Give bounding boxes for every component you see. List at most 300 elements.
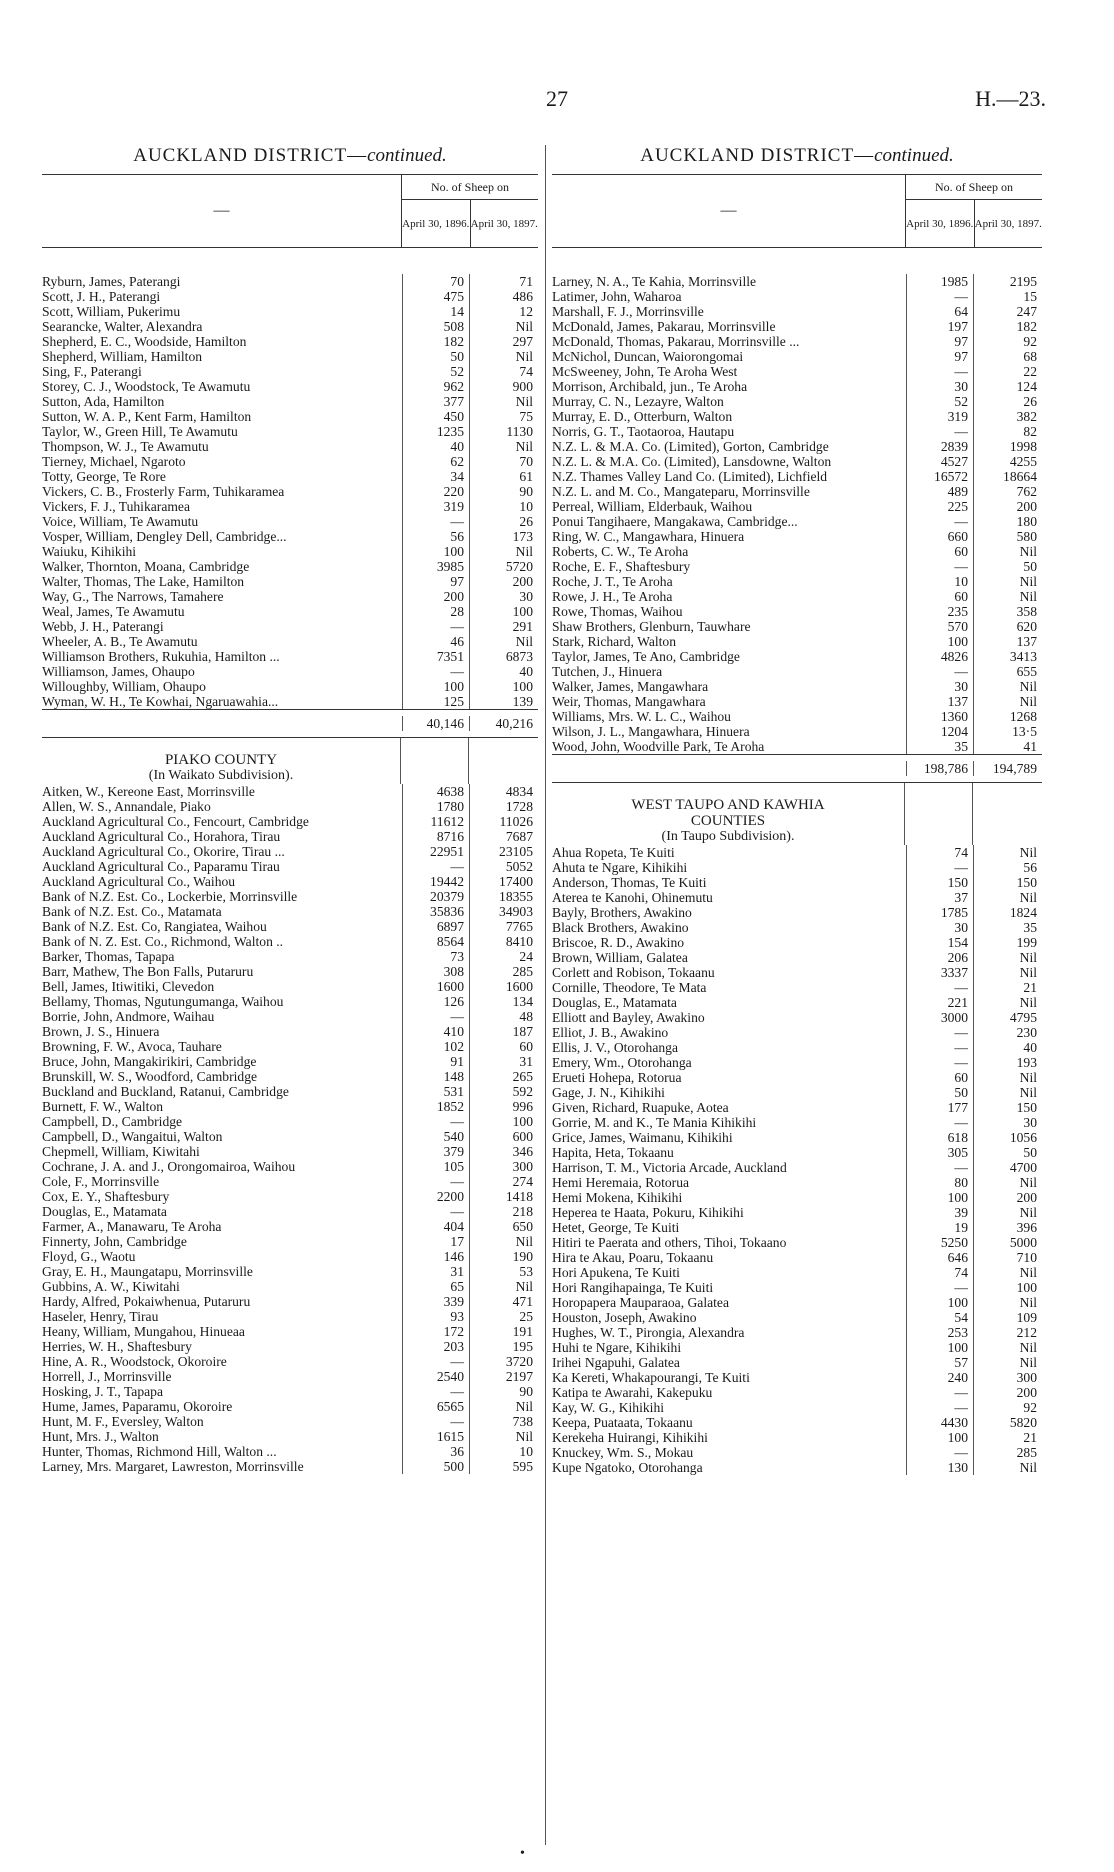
table-row: [552, 1025, 1042, 1040]
table-row: [42, 424, 538, 439]
table-row: [552, 920, 1042, 935]
sheep-1896: —: [906, 559, 973, 574]
owner-name: Chepmell, William, Kiwitahi: [42, 1144, 200, 1159]
sheep-1897: 24: [469, 949, 538, 964]
owner-name: McNichol, Duncan, Waiorongomai: [552, 349, 744, 364]
sheep-1896: 35836: [402, 904, 469, 919]
table-row: [42, 1009, 538, 1024]
owner-name: Campbell, D., Wangaitui, Walton: [42, 1129, 223, 1144]
sheep-1897: Nil: [973, 965, 1042, 980]
table-row: [42, 664, 538, 679]
owner-name: Katipa te Awarahi, Kakepuku: [552, 1385, 713, 1400]
owner-name: Walter, Thomas, The Lake, Hamilton: [42, 574, 245, 589]
owner-name: Buckland and Buckland, Ratanui, Cambridge: [42, 1084, 289, 1099]
owner-name: Marshall, F. J., Morrinsville: [552, 304, 704, 319]
table-row: [552, 664, 1042, 679]
sheep-1897: 592: [469, 1084, 538, 1099]
sheep-1897: 5052: [469, 859, 538, 874]
table-row: [42, 1279, 538, 1294]
sheep-1897: 190: [469, 1249, 538, 1264]
sheep-1896: 235: [906, 604, 973, 619]
owner-name: Anderson, Thomas, Te Kuiti: [552, 875, 707, 890]
right-header-col1: April 30, 1896.: [906, 217, 974, 230]
table-row: [42, 1024, 538, 1039]
sheep-1896: 182: [402, 334, 469, 349]
sheep-1896: 57: [906, 1355, 973, 1370]
sheep-1896: 65: [402, 1279, 469, 1294]
sheep-1897: 1998: [973, 439, 1042, 454]
sheep-1897: Nil: [973, 995, 1042, 1010]
sheep-1896: 19: [906, 1220, 973, 1235]
table-row: [552, 1295, 1042, 1310]
owner-name: Gray, E. H., Maungatapu, Morrinsville: [42, 1264, 253, 1279]
table-row: [42, 649, 538, 664]
sheep-1897: 26: [973, 394, 1042, 409]
sheep-1897: 4255: [973, 454, 1042, 469]
right-header-col2: April 30, 1897.: [974, 200, 1043, 247]
owner-name: Walker, James, Mangawhara: [552, 679, 709, 694]
table-row: [42, 514, 538, 529]
table-row: [42, 949, 538, 964]
sheep-1896: 2200: [402, 1189, 469, 1204]
left-heading-main: AUCKLAND DISTRICT—: [133, 145, 368, 166]
sheep-1896: 97: [906, 349, 973, 364]
sheep-1896: 1615: [402, 1429, 469, 1444]
sheep-1896: 50: [906, 1085, 973, 1100]
sheep-1896: —: [906, 1055, 973, 1070]
sheep-1897: 4834: [469, 784, 538, 799]
sheep-1897: 7687: [469, 829, 538, 844]
owner-name: Gubbins, A. W., Kiwitahi: [42, 1279, 180, 1294]
owner-name: Keepa, Puataata, Tokaanu: [552, 1415, 693, 1430]
owner-name: Auckland Agricultural Co., Fencourt, Cambridge: [42, 814, 309, 829]
sheep-1896: —: [402, 1414, 469, 1429]
table-row: [552, 544, 1042, 559]
table-row: [42, 439, 538, 454]
table-row: [552, 1220, 1042, 1235]
sheep-1897: 74: [469, 364, 538, 379]
owner-name: Gage, J. N., Kihikihi: [552, 1085, 665, 1100]
table-row: [552, 1430, 1042, 1445]
left-header-blank: —: [213, 202, 230, 219]
sheep-1897: 21: [973, 980, 1042, 995]
table-row: [42, 379, 538, 394]
sheep-1896: 102: [402, 1039, 469, 1054]
sheep-1896: 319: [402, 499, 469, 514]
sheep-1896: —: [906, 1025, 973, 1040]
table-row: [552, 1070, 1042, 1085]
table-row: [552, 1325, 1042, 1340]
sheep-1896: 2540: [402, 1369, 469, 1384]
column-divider: [545, 145, 546, 1845]
table-row: [42, 1129, 538, 1144]
sheep-1897: 35: [973, 920, 1042, 935]
sheep-1896: 20379: [402, 889, 469, 904]
owner-name: Hemi Mokena, Kihikihi: [552, 1190, 683, 1205]
table-row: [552, 409, 1042, 424]
sheep-1897: 90: [469, 484, 538, 499]
sheep-1897: 4795: [973, 1010, 1042, 1025]
sheep-1897: 150: [973, 875, 1042, 890]
sheep-1896: 319: [906, 409, 973, 424]
right-heading-main: AUCKLAND DISTRICT—: [640, 145, 875, 166]
owner-name: Kerekeha Huirangi, Kihikihi: [552, 1430, 708, 1445]
sheep-1896: —: [402, 1384, 469, 1399]
sheep-1896: 410: [402, 1024, 469, 1039]
sheep-1896: 19442: [402, 874, 469, 889]
sheep-1896: 74: [906, 1265, 973, 1280]
sheep-1896: 11612: [402, 814, 469, 829]
table-row: [42, 1369, 538, 1384]
owner-name: Ryburn, James, Paterangi: [42, 274, 181, 289]
sheep-1896: 450: [402, 409, 469, 424]
sheep-1896: 62: [402, 454, 469, 469]
sheep-1896: 377: [402, 394, 469, 409]
sheep-1897: 900: [469, 379, 538, 394]
owner-name: Floyd, G., Waotu: [42, 1249, 136, 1264]
sheep-1896: 1235: [402, 424, 469, 439]
owner-name: Gorrie, M. and K., Te Mania Kihikihi: [552, 1115, 757, 1130]
owner-name: Sutton, W. A. P., Kent Farm, Hamilton: [42, 409, 252, 424]
table-row: [42, 619, 538, 634]
right-total-1896: 198,786: [906, 761, 973, 776]
table-row: [552, 1055, 1042, 1070]
sheep-1897: 173: [469, 529, 538, 544]
left-header-group-title: No. of Sheep on: [402, 175, 538, 200]
sheep-1896: 100: [906, 634, 973, 649]
sheep-1897: 300: [973, 1370, 1042, 1385]
sheep-1896: —: [906, 664, 973, 679]
sheep-1896: —: [402, 664, 469, 679]
sheep-1897: Nil: [469, 1279, 538, 1294]
owner-name: Borrie, John, Andmore, Waihau: [42, 1009, 215, 1024]
table-row: [552, 364, 1042, 379]
sheep-1896: 150: [906, 875, 973, 890]
owner-name: Elliot, J. B., Awakino: [552, 1025, 669, 1040]
owner-name: Auckland Agricultural Co., Okorire, Tirau ...: [42, 844, 285, 859]
table-row: [42, 409, 538, 424]
sheep-1897: 247: [973, 304, 1042, 319]
sheep-1897: 1824: [973, 905, 1042, 920]
left-heading: [42, 142, 538, 174]
sheep-1897: 17400: [469, 874, 538, 889]
table-row: [552, 694, 1042, 709]
owner-name: Storey, C. J., Woodstock, Te Awamutu: [42, 379, 251, 394]
table-row: [552, 1085, 1042, 1100]
page-number: 27: [546, 86, 568, 111]
sheep-1896: 30: [906, 920, 973, 935]
table-row: [42, 484, 538, 499]
table-row: [42, 1219, 538, 1234]
sheep-1897: 4700: [973, 1160, 1042, 1175]
table-row: [552, 454, 1042, 469]
sheep-1897: 100: [469, 604, 538, 619]
owner-name: Hunt, M. F., Eversley, Walton: [42, 1414, 204, 1429]
owner-name: Emery, Wm., Otorohanga: [552, 1055, 692, 1070]
sheep-1896: 6565: [402, 1399, 469, 1414]
sheep-1897: 1600: [469, 979, 538, 994]
table-row: [552, 439, 1042, 454]
owner-name: Farmer, A., Manawaru, Te Aroha: [42, 1219, 222, 1234]
owner-name: Willoughby, William, Ohaupo: [42, 679, 206, 694]
table-row: [42, 1459, 538, 1474]
table-row: [42, 1159, 538, 1174]
owner-name: Burnett, F. W., Walton: [42, 1099, 164, 1114]
owner-name: Barr, Mathew, The Bon Falls, Putaruru: [42, 964, 254, 979]
sheep-1896: 379: [402, 1144, 469, 1159]
owner-name: Harrison, T. M., Victoria Arcade, Auckland: [552, 1160, 787, 1175]
table-row: [42, 334, 538, 349]
sheep-1897: 191: [469, 1324, 538, 1339]
table-row: [552, 1100, 1042, 1115]
sheep-1897: 100: [973, 1280, 1042, 1295]
owner-name: Rowe, Thomas, Waihou: [552, 604, 683, 619]
sheep-1897: 70: [469, 454, 538, 469]
table-row: [552, 304, 1042, 319]
sheep-1896: 52: [402, 364, 469, 379]
right-header-blank: —: [720, 202, 737, 219]
sheep-1897: 486: [469, 289, 538, 304]
sheep-1897: 26: [469, 514, 538, 529]
owner-name: Given, Richard, Ruapuke, Aotea: [552, 1100, 729, 1115]
table-row: [42, 694, 538, 709]
sheep-1896: 30: [906, 679, 973, 694]
owner-name: Heany, William, Mungahou, Hinueaa: [42, 1324, 245, 1339]
sheep-1896: —: [402, 1114, 469, 1129]
sheep-1896: 36: [402, 1444, 469, 1459]
right-column: [552, 142, 1042, 1475]
sheep-1897: 265: [469, 1069, 538, 1084]
sheep-1897: 50: [973, 1145, 1042, 1160]
taupo-title: WEST TAUPO AND KAWHIA: [631, 797, 825, 813]
sheep-1896: 46: [402, 634, 469, 649]
sheep-1897: 50: [973, 559, 1042, 574]
sheep-1896: 8716: [402, 829, 469, 844]
table-row: [552, 319, 1042, 334]
sheep-1896: 80: [906, 1175, 973, 1190]
owner-name: Scott, William, Pukerimu: [42, 304, 181, 319]
sheep-1897: 291: [469, 619, 538, 634]
sheep-1897: Nil: [973, 574, 1042, 589]
table-row: [552, 1460, 1042, 1475]
table-row: [42, 1309, 538, 1324]
table-row: [42, 844, 538, 859]
sheep-1896: —: [402, 514, 469, 529]
sheep-1897: 5000: [973, 1235, 1042, 1250]
owner-name: Williamson, James, Ohaupo: [42, 664, 195, 679]
table-row: [552, 724, 1042, 739]
owner-name: Roche, E. F., Shaftesbury: [552, 559, 691, 574]
owner-name: Bank of N.Z. Est. Co, Rangiatea, Waihou: [42, 919, 267, 934]
owner-name: Wyman, W. H., Te Kowhai, Ngaruawahia...: [42, 694, 279, 709]
right-table-body: [552, 248, 1042, 1475]
table-row: [552, 484, 1042, 499]
sheep-1896: 203: [402, 1339, 469, 1354]
owner-name: Hori Apukena, Te Kuiti: [552, 1265, 680, 1280]
sheep-1897: Nil: [469, 1399, 538, 1414]
owner-name: Hitiri te Paerata and others, Tihoi, Tokaano: [552, 1235, 787, 1250]
owner-name: Aitken, W., Kereone East, Morrinsville: [42, 784, 255, 799]
sheep-1896: 3337: [906, 965, 973, 980]
owner-name: Voice, William, Te Awamutu: [42, 514, 199, 529]
table-row: [552, 589, 1042, 604]
sheep-1897: 139: [469, 694, 538, 709]
owner-name: Bayly, Brothers, Awakino: [552, 905, 692, 920]
owner-name: Hori Rangihapainga, Te Kuiti: [552, 1280, 714, 1295]
owner-name: Latimer, John, Waharoa: [552, 289, 682, 304]
sheep-1897: 11026: [469, 814, 538, 829]
left-heading-cont: continued.: [367, 145, 447, 166]
sheep-1896: 570: [906, 619, 973, 634]
owner-name: Waiuku, Kihikihi: [42, 544, 137, 559]
sheep-1897: 23105: [469, 844, 538, 859]
owner-name: Ahuta te Ngare, Kihikihi: [552, 860, 688, 875]
owner-name: Sutton, Ada, Hamilton: [42, 394, 165, 409]
sheep-1896: 56: [402, 529, 469, 544]
table-row: [552, 950, 1042, 965]
owner-name: Cole, F., Morrinsville: [42, 1174, 160, 1189]
table-row: [552, 394, 1042, 409]
sheep-1896: 17: [402, 1234, 469, 1249]
sheep-1896: 97: [402, 574, 469, 589]
sheep-1896: 91: [402, 1054, 469, 1069]
owner-name: Sing, F., Paterangi: [42, 364, 142, 379]
owner-name: Shepherd, William, Hamilton: [42, 349, 203, 364]
owner-name: Tierney, Michael, Ngaroto: [42, 454, 186, 469]
table-row: [552, 604, 1042, 619]
table-row: [552, 739, 1042, 754]
table-row: [552, 424, 1042, 439]
table-row: [42, 1294, 538, 1309]
owner-name: Murray, E. D., Otterburn, Walton: [552, 409, 733, 424]
table-row: [552, 574, 1042, 589]
right-rows-b: [552, 845, 1042, 1475]
owner-name: McSweeney, John, Te Aroha West: [552, 364, 738, 379]
taupo-subtitle: (In Taupo Subdivision).: [661, 829, 795, 844]
left-table-header: [42, 174, 538, 248]
owner-name: Ponui Tangihaere, Mangakawa, Cambridge...: [552, 514, 798, 529]
sheep-1897: Nil: [973, 890, 1042, 905]
sheep-1896: 97: [906, 334, 973, 349]
left-table-body: [42, 248, 538, 1474]
sheep-1896: 50: [402, 349, 469, 364]
owner-name: Douglas, E., Matamata: [552, 995, 677, 1010]
owner-name: Briscoe, R. D., Awakino: [552, 935, 685, 950]
table-row: [42, 1444, 538, 1459]
table-row: [42, 469, 538, 484]
sheep-1896: —: [906, 289, 973, 304]
table-row: [42, 814, 538, 829]
sheep-1896: 240: [906, 1370, 973, 1385]
table-row: [552, 1370, 1042, 1385]
table-row: [552, 1175, 1042, 1190]
sheep-1897: 12: [469, 304, 538, 319]
sheep-1896: 3000: [906, 1010, 973, 1025]
sheep-1896: 52: [906, 394, 973, 409]
sheep-1896: 105: [402, 1159, 469, 1174]
sheep-1896: 5250: [906, 1235, 973, 1250]
table-row: [42, 1114, 538, 1129]
sheep-1896: 177: [906, 1100, 973, 1115]
owner-name: Stark, Richard, Walton: [552, 634, 676, 649]
sheep-1897: 7765: [469, 919, 538, 934]
owner-name: N.Z. L. & M.A. Co. (Limited), Gorton, Cambridge: [552, 439, 829, 454]
sheep-1897: 56: [973, 860, 1042, 875]
owner-name: Roberts, C. W., Te Aroha: [552, 544, 689, 559]
owner-name: McDonald, Thomas, Pakarau, Morrinsville ...: [552, 334, 800, 349]
owner-name: Grice, James, Waimanu, Kihikihi: [552, 1130, 733, 1145]
sheep-1896: 4430: [906, 1415, 973, 1430]
owner-name: Shaw Brothers, Glenburn, Tauwhare: [552, 619, 751, 634]
sheep-1896: 4527: [906, 454, 973, 469]
owner-name: N.Z. L. and M. Co., Mangateparu, Morrinsville: [552, 484, 810, 499]
sheep-1897: 285: [469, 964, 538, 979]
sheep-1896: 35: [906, 739, 973, 754]
sheep-1897: 13·5: [973, 724, 1042, 739]
owner-name: Irihei Ngapuhi, Galatea: [552, 1355, 680, 1370]
sheep-1896: 14: [402, 304, 469, 319]
right-total-row: [552, 754, 1042, 783]
sheep-1896: 100: [402, 544, 469, 559]
sheep-1897: 199: [973, 935, 1042, 950]
sheep-1897: 124: [973, 379, 1042, 394]
owner-name: Ahua Ropeta, Te Kuiti: [552, 845, 675, 860]
table-row: [552, 1400, 1042, 1415]
sheep-1897: 75: [469, 409, 538, 424]
table-row: [42, 859, 538, 874]
owner-name: Auckland Agricultural Co., Paparamu Tirau: [42, 859, 280, 874]
table-row: [552, 1040, 1042, 1055]
report-reference: H.—23.: [975, 86, 1046, 111]
sheep-1896: 1600: [402, 979, 469, 994]
sheep-1897: Nil: [973, 589, 1042, 604]
sheep-1897: 580: [973, 529, 1042, 544]
sheep-1896: 1360: [906, 709, 973, 724]
sheep-1896: 130: [906, 1460, 973, 1475]
sheep-1896: —: [402, 619, 469, 634]
sheep-1897: 30: [469, 589, 538, 604]
sheep-1897: 60: [469, 1039, 538, 1054]
table-row: [552, 274, 1042, 289]
table-row: [552, 499, 1042, 514]
sheep-1896: 37: [906, 890, 973, 905]
table-row: [42, 1429, 538, 1444]
table-row: [552, 935, 1042, 950]
sheep-1897: 100: [469, 1114, 538, 1129]
table-row: [552, 1010, 1042, 1025]
sheep-1896: 962: [402, 379, 469, 394]
sheep-1896: 146: [402, 1249, 469, 1264]
sheep-1896: 1852: [402, 1099, 469, 1114]
sheep-1897: 182: [973, 319, 1042, 334]
sheep-1897: 10: [469, 499, 538, 514]
table-row: [42, 454, 538, 469]
sheep-1897: 40: [469, 664, 538, 679]
sheep-1896: 489: [906, 484, 973, 499]
sheep-1897: Nil: [469, 634, 538, 649]
sheep-1896: 540: [402, 1129, 469, 1144]
left-total-row: [42, 709, 538, 738]
sheep-1896: 10: [906, 574, 973, 589]
sheep-1897: 150: [973, 1100, 1042, 1115]
sheep-1897: 6873: [469, 649, 538, 664]
table-row: [552, 349, 1042, 364]
owner-name: Horrell, J., Morrinsville: [42, 1369, 172, 1384]
owner-name: Huhi te Ngare, Kihikihi: [552, 1340, 682, 1355]
sheep-1896: 308: [402, 964, 469, 979]
sheep-1896: —: [906, 860, 973, 875]
sheep-1897: 1268: [973, 709, 1042, 724]
